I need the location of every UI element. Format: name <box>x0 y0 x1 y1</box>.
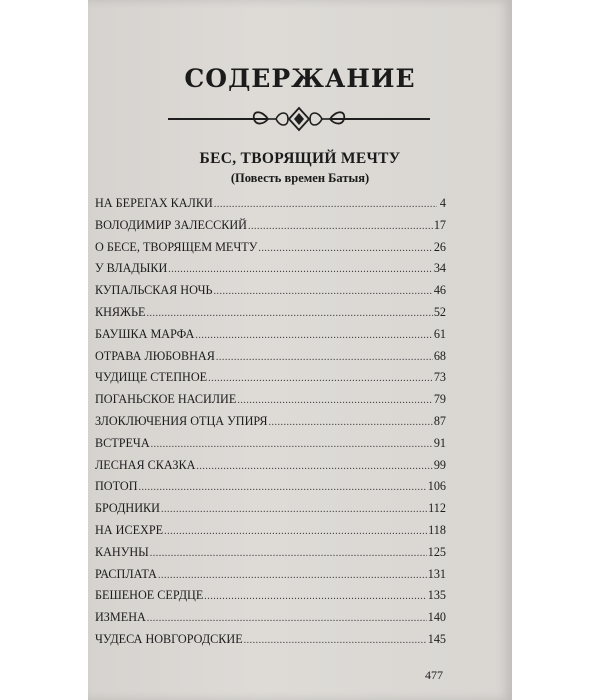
toc-leader-dots <box>195 330 432 341</box>
toc-entry-page: 131 <box>427 566 446 581</box>
toc-entry-label: ЗЛОКЛЮЧЕНИЯ ОТЦА УПИРЯ <box>95 413 268 428</box>
toc-entry-label: ВОЛОДИМИР ЗАЛЕССКИЙ <box>95 217 247 232</box>
toc-entry-label: КНЯЖЬЕ <box>95 304 146 319</box>
toc-leader-dots <box>208 373 433 384</box>
toc-entry-label: ОТРАВА ЛЮБОВНАЯ <box>95 348 215 363</box>
table-of-contents <box>95 196 446 654</box>
toc-entry-page: 4 <box>439 196 446 210</box>
toc-entry-page: 140 <box>427 610 446 625</box>
toc-leader-dots <box>216 352 433 363</box>
toc-leader-dots <box>150 548 427 559</box>
toc-entry-label: БРОДНИКИ <box>95 501 160 516</box>
toc-leader-dots <box>204 591 426 602</box>
bleed-through-shadow <box>98 38 498 50</box>
toc-entry-label: РАСПЛАТА <box>95 566 157 581</box>
toc-entry <box>95 610 446 632</box>
toc-entry <box>95 218 446 240</box>
toc-entry <box>95 501 446 523</box>
toc-entry-label: ЛЕСНАЯ СКАЗКА <box>95 457 196 472</box>
toc-entry-label: НА ИСЕХРЕ <box>95 522 164 537</box>
toc-entry-page: 135 <box>427 588 446 603</box>
toc-leader-dots <box>214 286 433 297</box>
toc-entry-page: 26 <box>433 239 446 254</box>
toc-entry-label: БЕШЕНОЕ СЕРДЦЕ <box>95 588 204 603</box>
toc-leader-dots <box>269 417 433 428</box>
toc-entry <box>95 327 446 349</box>
toc-entry-label: ПОГАНЬСКОЕ НАСИЛИЕ <box>95 392 237 407</box>
toc-leader-dots <box>196 461 432 472</box>
page-number: 477 <box>425 668 443 682</box>
toc-leader-dots <box>147 613 427 624</box>
toc-entry <box>95 196 446 218</box>
toc-entry-page: 118 <box>428 522 446 537</box>
toc-entry-page: 68 <box>433 348 446 363</box>
toc-leader-dots <box>248 221 433 232</box>
toc-entry-page: 91 <box>433 435 446 450</box>
toc-entry <box>95 479 446 501</box>
book-page <box>88 0 512 700</box>
toc-entry <box>95 567 446 589</box>
story-subtitle: (Повесть времен Батыя) <box>230 171 370 185</box>
toc-entry-label: КУПАЛЬСКАЯ НОЧЬ <box>95 283 213 298</box>
toc-entry-label: О БЕСЕ, ТВОРЯЩЕМ МЕЧТУ <box>95 239 258 254</box>
toc-entry-label: ВСТРЕЧА <box>95 435 150 450</box>
toc-leader-dots <box>151 439 433 450</box>
toc-entry <box>95 632 446 654</box>
toc-entry <box>95 283 446 305</box>
toc-leader-dots <box>237 395 433 406</box>
page-title: СОДЕРЖАНИЕ <box>184 64 416 93</box>
toc-entry-label: НА БЕРЕГАХ КАЛКИ <box>95 196 213 210</box>
toc-leader-dots <box>158 570 427 581</box>
toc-entry-label: У ВЛАДЫКИ <box>95 261 168 276</box>
toc-entry-page: 99 <box>433 457 446 472</box>
toc-entry-page: 87 <box>433 413 446 428</box>
toc-entry-page: 34 <box>433 261 446 276</box>
toc-leader-dots <box>164 526 427 537</box>
toc-entry-page: 125 <box>427 544 446 559</box>
toc-entry <box>95 458 446 480</box>
toc-leader-dots <box>244 635 427 646</box>
toc-entry <box>95 392 446 414</box>
story-title: БЕС, ТВОРЯЩИЙ МЕЧТУ <box>199 150 401 167</box>
toc-entry-label: ЧУДЕСА НОВГОРОДСКИЕ <box>95 631 243 646</box>
toc-leader-dots <box>214 199 437 210</box>
toc-entry-page: 17 <box>433 217 446 232</box>
toc-entry-page: 79 <box>433 392 446 407</box>
toc-entry <box>95 370 446 392</box>
toc-entry-label: ПОТОП <box>95 479 138 494</box>
toc-entry <box>95 588 446 610</box>
toc-entry <box>95 261 446 283</box>
ornament-divider-icon <box>164 106 434 132</box>
toc-leader-dots <box>139 482 427 493</box>
toc-entry <box>95 305 446 327</box>
toc-entry-page: 145 <box>427 631 446 646</box>
toc-entry-page: 46 <box>433 283 446 298</box>
toc-entry-label: ЧУДИЩЕ СТЕПНОЕ <box>95 370 208 385</box>
toc-leader-dots <box>168 264 433 275</box>
toc-entry <box>95 523 446 545</box>
toc-entry <box>95 436 446 458</box>
toc-entry-page: 73 <box>433 370 446 385</box>
toc-entry <box>95 349 446 371</box>
toc-entry <box>95 545 446 567</box>
toc-entry-label: ИЗМЕНА <box>95 610 146 625</box>
toc-entry-page: 112 <box>428 501 446 516</box>
toc-entry <box>95 240 446 262</box>
toc-entry-label: БАУШКА МАРФА <box>95 326 195 341</box>
toc-leader-dots <box>258 243 432 254</box>
toc-entry-page: 52 <box>433 304 446 319</box>
toc-entry-label: КАНУНЫ <box>95 544 149 559</box>
toc-leader-dots <box>161 504 427 515</box>
toc-leader-dots <box>146 308 432 319</box>
toc-entry-page: 61 <box>433 326 446 341</box>
toc-entry <box>95 414 446 436</box>
toc-entry-page: 106 <box>427 479 446 494</box>
